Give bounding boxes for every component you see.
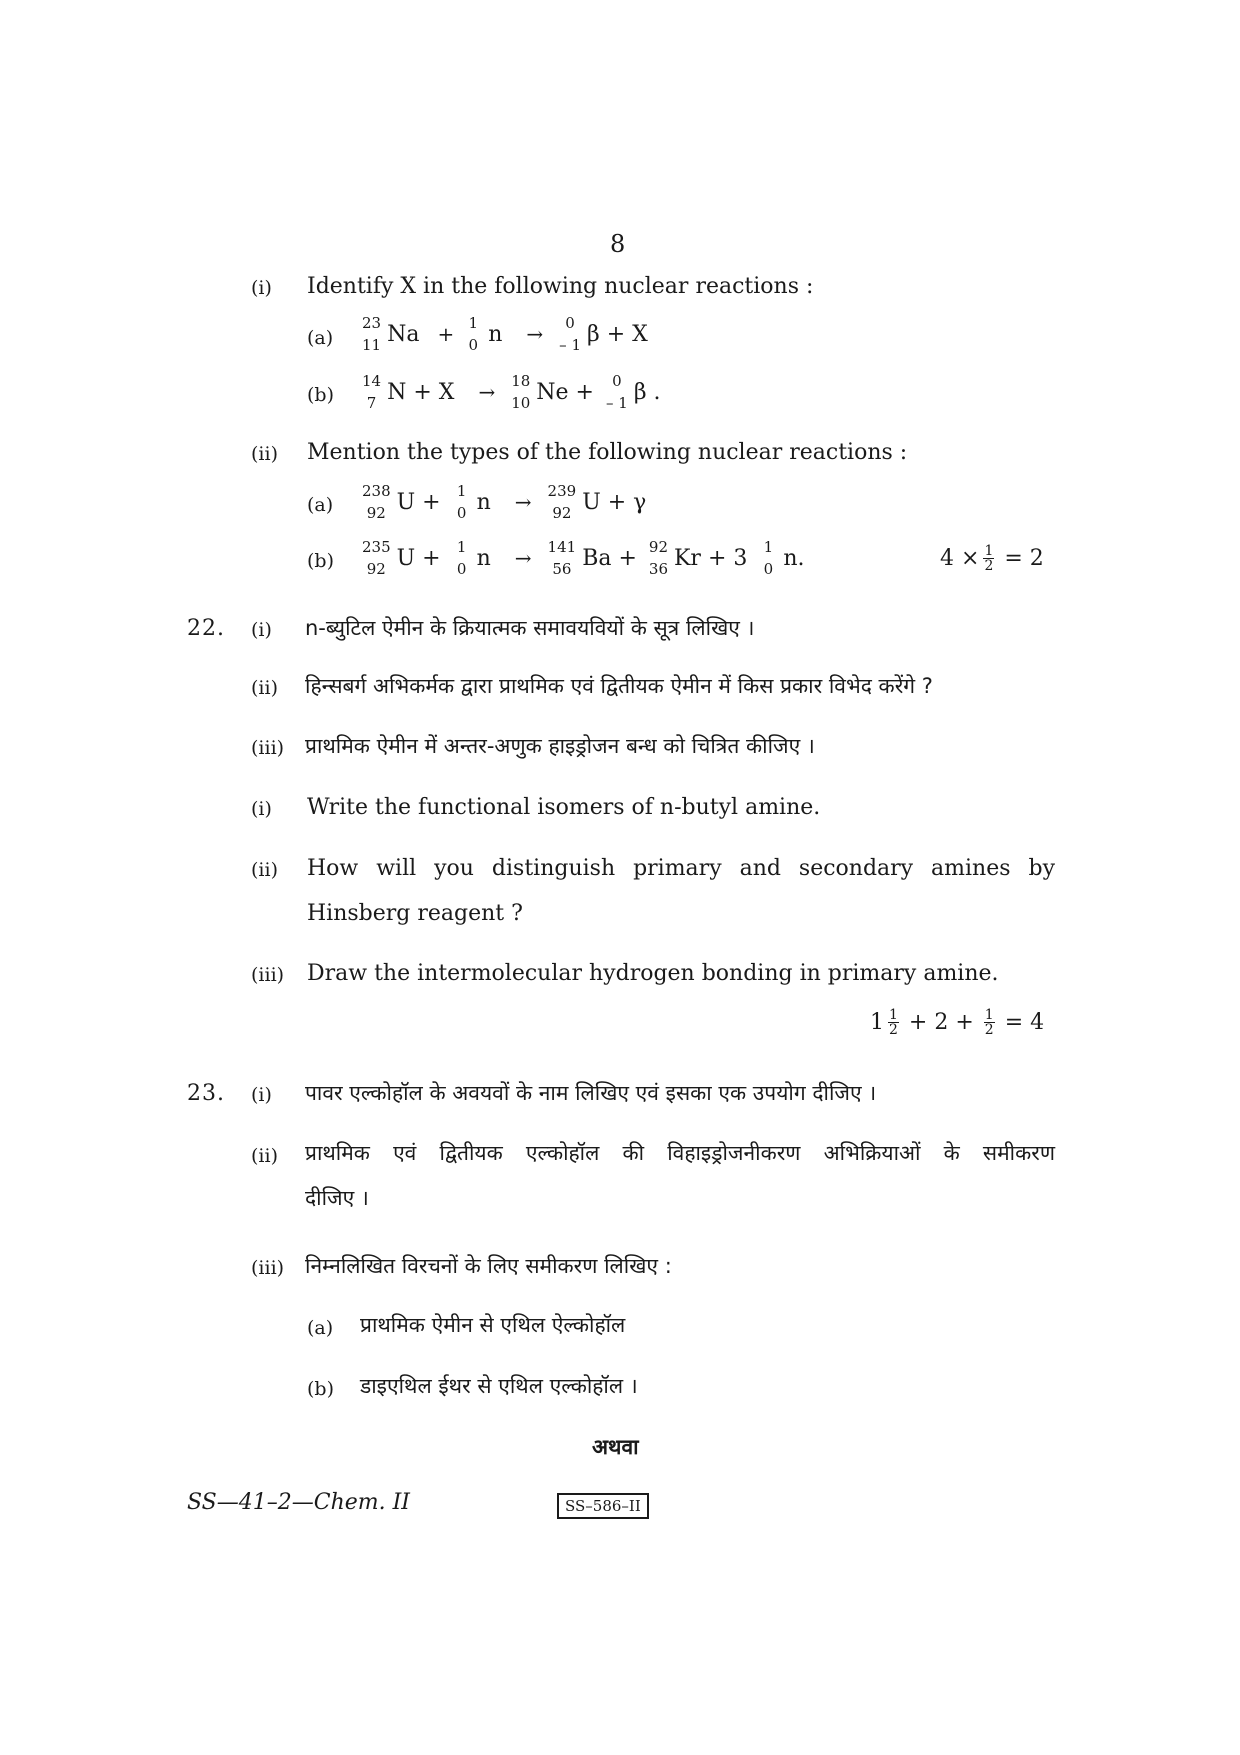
mass-number: 0 — [565, 314, 575, 332]
atomic-number: – 1 — [559, 336, 581, 354]
marks-prefix: 4 × — [940, 546, 980, 571]
atomic-number: 92 — [366, 560, 386, 578]
nuclide-term — [464, 312, 502, 356]
atomic-number: 10 — [511, 394, 531, 412]
footer-set-code-box: SS–586–II — [557, 1493, 649, 1519]
nuclide-term — [606, 370, 661, 414]
mass-number: 239 — [547, 482, 577, 500]
element-symbol: U + γ — [582, 489, 647, 515]
mass-number: 1 — [456, 538, 467, 556]
marks-whole: 1 — [870, 1010, 884, 1035]
nuclide-term — [362, 536, 441, 580]
atomic-number: 0 — [763, 560, 774, 578]
element-symbol: n — [476, 545, 491, 571]
element-symbol: Na — [387, 321, 420, 347]
nuclear-equation-ii-a — [360, 480, 656, 524]
q22-e-ii-label: (ii) — [251, 859, 278, 881]
mass-atomic-numbers — [649, 536, 668, 580]
marks-fraction — [983, 544, 994, 573]
q23-iii-label: (iii) — [251, 1257, 285, 1279]
atomic-number: 11 — [362, 336, 382, 354]
q22-h-iii-text: प्राथमिक ऐमीन में अन्तर-अणुक हाइड्रोजन बन्ध को चित्रित कीजिए । — [305, 734, 815, 758]
q22-h-i-label: (i) — [251, 619, 272, 641]
marks-fraction-2 — [984, 1008, 995, 1037]
q21-marks — [940, 544, 1044, 573]
atomic-number: – 1 — [606, 394, 628, 412]
mass-atomic-numbers — [453, 536, 471, 580]
nuclide-term — [453, 536, 491, 580]
marks-fraction-1-den: 2 — [889, 1022, 898, 1038]
q22-e-iii-text: Draw the intermolecular hydrogen bonding in primary amine. — [307, 961, 999, 986]
arrow-operator: → — [478, 380, 496, 404]
marks-suffix: = 4 — [1004, 1010, 1045, 1035]
marks-suffix: = 2 — [1004, 546, 1044, 571]
nuclide-term — [362, 480, 441, 524]
element-symbol: n — [488, 321, 503, 347]
q22-h-ii-label: (ii) — [251, 677, 278, 699]
mass-atomic-numbers — [548, 480, 577, 524]
nuclide-term — [548, 480, 647, 524]
element-symbol: Ne + — [536, 379, 594, 405]
atomic-number: 0 — [456, 560, 467, 578]
mass-number: 235 — [362, 538, 391, 556]
plus-operator: + — [437, 322, 455, 346]
mass-atomic-numbers — [464, 312, 482, 356]
footer-paper-code: SS—41–2—Chem. II — [187, 1490, 410, 1515]
q22-e-iii-label: (iii) — [251, 964, 285, 986]
nuclide-term — [362, 312, 419, 356]
element-symbol: β + X — [586, 321, 648, 347]
nuclide-term — [649, 536, 747, 580]
q23-a-label: (a) — [307, 1317, 334, 1339]
atomic-number: 0 — [468, 336, 478, 354]
q22-e-ii-line2: Hinsberg reagent ? — [307, 901, 523, 926]
q22-h-iii-label: (iii) — [251, 737, 285, 759]
q23-b-label: (b) — [307, 1378, 334, 1400]
atomic-number: 36 — [648, 560, 668, 578]
element-symbol: U + — [396, 545, 441, 571]
mass-atomic-numbers — [548, 536, 577, 580]
mass-atomic-numbers — [362, 536, 391, 580]
mass-atomic-numbers — [453, 480, 471, 524]
mass-atomic-numbers — [559, 312, 581, 356]
q21-ii-b-label: (b) — [307, 550, 334, 572]
mass-number: 23 — [362, 314, 382, 332]
nuclide-term — [453, 480, 491, 524]
q21-i-b-label: (b) — [307, 384, 334, 406]
mass-atomic-numbers — [362, 312, 381, 356]
marks-fraction-num: 1 — [984, 543, 994, 559]
q21-ii-label: (ii) — [251, 443, 278, 465]
atomic-number: 7 — [366, 394, 377, 412]
q22-h-i-text: n-ब्युटिल ऐमीन के क्रियात्मक समावयवियों के सूत्र लिखिए । — [305, 616, 755, 640]
element-symbol: Ba + — [582, 545, 637, 571]
atomic-number: 92 — [552, 504, 572, 522]
mass-number: 238 — [362, 482, 391, 500]
arrow-operator: → — [514, 546, 532, 570]
q23-ii-line2: दीजिए । — [305, 1186, 369, 1210]
mass-number: 14 — [362, 372, 382, 390]
marks-fraction-1-num: 1 — [889, 1007, 898, 1023]
arrow-operator: → — [526, 322, 544, 346]
q23-ii-line1: प्राथमिक एवं द्वितीयक एल्कोहॉल की विहाइड्रोजनीकरण अभिक्रियाओं के समीकरण — [305, 1141, 1055, 1165]
nuclide-term — [559, 312, 648, 356]
q21-ii-a-label: (a) — [307, 494, 334, 516]
marks-fraction-2-num: 1 — [984, 1007, 994, 1023]
q23-i-text: पावर एल्कोहॉल के अवयवों के नाम लिखिए एवं इसका एक उपयोग दीजिए । — [305, 1081, 877, 1105]
mass-number: 0 — [612, 372, 622, 390]
mass-number: 1 — [468, 314, 478, 332]
q21-i-label: (i) — [251, 277, 272, 299]
q22-e-i-label: (i) — [251, 798, 272, 820]
mass-number: 141 — [547, 538, 577, 556]
element-symbol: U + — [396, 489, 441, 515]
nuclear-equation-ii-b — [360, 536, 815, 580]
mass-number: 92 — [648, 538, 668, 556]
element-symbol: N + X — [387, 379, 455, 405]
element-symbol: n — [476, 489, 491, 515]
q23-i-label: (i) — [251, 1084, 272, 1106]
nuclide-term — [548, 536, 637, 580]
element-symbol: Kr + 3 — [674, 545, 748, 571]
q21-i-a-label: (a) — [307, 327, 334, 349]
mass-number: 1 — [456, 482, 467, 500]
mass-number: 18 — [511, 372, 531, 390]
q22-marks — [870, 1008, 1044, 1037]
q21-ii-text: Mention the types of the following nuclear reactions : — [307, 440, 908, 465]
arrow-operator: → — [514, 490, 532, 514]
marks-fraction-2-den: 2 — [984, 1022, 994, 1038]
mass-atomic-numbers — [511, 370, 530, 414]
mass-atomic-numbers — [606, 370, 628, 414]
nuclide-term — [759, 536, 804, 580]
or-heading: अथवा — [592, 1435, 639, 1459]
q22-number: 22. — [187, 616, 225, 641]
q22-e-i-text: Write the functional isomers of n-butyl amine. — [307, 795, 821, 820]
marks-fraction-den: 2 — [984, 558, 994, 574]
mass-atomic-numbers — [362, 480, 391, 524]
q23-b-text: डाइएथिल ईथर से एथिल एल्कोहॉल । — [360, 1374, 638, 1398]
q23-iii-text: निम्नलिखित विरचनों के लिए समीकरण लिखिए : — [305, 1254, 672, 1278]
marks-mid: + 2 + — [908, 1010, 974, 1035]
q23-number: 23. — [187, 1081, 225, 1106]
nuclide-term — [511, 370, 594, 414]
nuclear-equation-i-b — [360, 370, 671, 414]
q22-h-ii-text: हिन्सबर्ग अभिकर्मक द्वारा प्राथमिक एवं द्वितीयक ऐमीन में किस प्रकार विभेद करेंगे ? — [305, 674, 933, 698]
page-number: 8 — [610, 230, 626, 258]
q21-i-text: Identify X in the following nuclear reactions : — [307, 274, 814, 299]
q23-a-text: प्राथमिक ऐमीन से एथिल ऐल्कोहॉल — [360, 1313, 626, 1337]
mass-atomic-numbers — [759, 536, 777, 580]
element-symbol: β . — [633, 379, 661, 405]
marks-fraction-1 — [888, 1008, 899, 1037]
element-symbol: n. — [783, 545, 805, 571]
atomic-number: 56 — [552, 560, 572, 578]
nuclide-term — [362, 370, 454, 414]
q23-ii-label: (ii) — [251, 1145, 278, 1167]
atomic-number: 92 — [366, 504, 386, 522]
mass-atomic-numbers — [362, 370, 381, 414]
nuclear-equation-i-a — [360, 312, 658, 356]
atomic-number: 0 — [456, 504, 467, 522]
q22-e-ii-line1: How will you distinguish primary and secondary amines by — [307, 856, 1055, 881]
mass-number: 1 — [763, 538, 774, 556]
